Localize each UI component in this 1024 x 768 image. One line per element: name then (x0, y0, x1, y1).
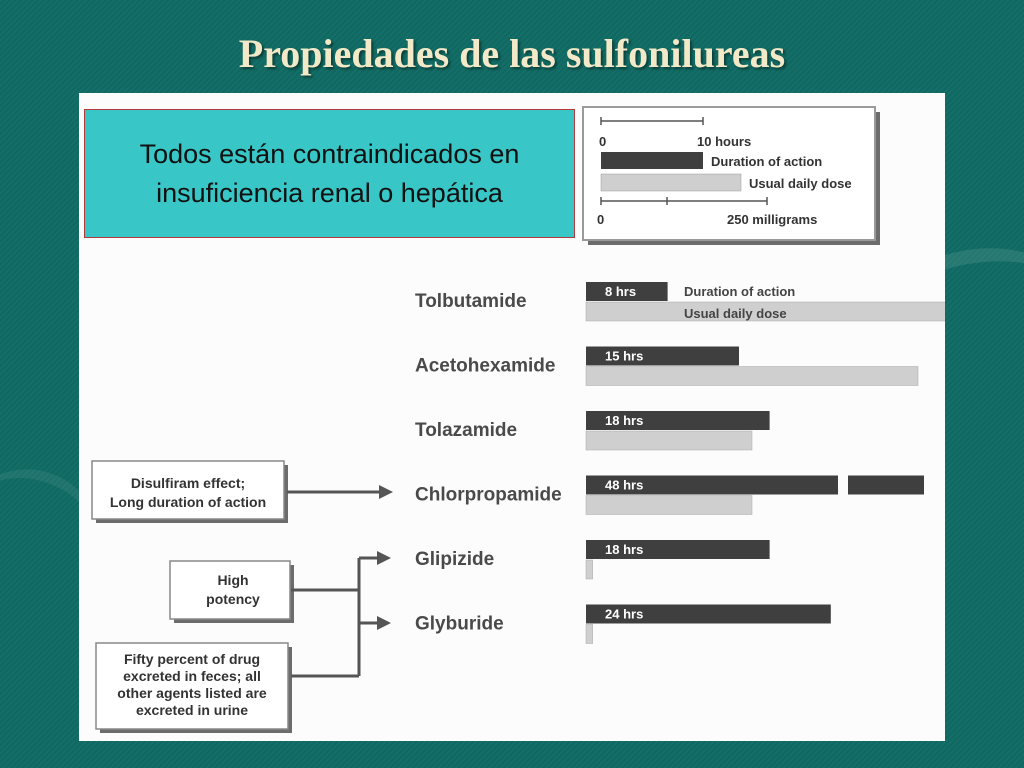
duration-label-tolbutamide: 8 hrs (605, 284, 637, 299)
slide-title: Propiedades de las sulfonilureas (238, 31, 786, 76)
hours-scale-end-label: 10 hours (697, 134, 752, 149)
dose-bar-chlorpropamide (586, 496, 752, 515)
callout-feces (96, 643, 292, 733)
drug-label-tolazamide: Tolazamide (415, 420, 518, 441)
arrow-disulfiram-head (379, 485, 393, 499)
bars-group (586, 282, 945, 644)
callout-feces-line-1: Fifty percent of drug (123, 651, 261, 667)
callout-disulfiram-line-1: Disulfiram effect; (130, 475, 246, 491)
callout-potency (170, 561, 294, 623)
contraindication-note: Todos están contraindicados en insuficiencia renal o hepática (84, 109, 575, 238)
hours-scale-start-label: 0 (599, 134, 607, 149)
figure-panel (79, 93, 945, 741)
legend-dose-swatch (601, 174, 741, 191)
drug-label-tolbutamide: Tolbutamide (415, 291, 527, 312)
mg-scale-start-label: 0 (597, 212, 605, 227)
duration-label-chlorpropamide: 48 hrs (605, 477, 644, 493)
duration-label-glyburide: 24 hrs (605, 606, 644, 622)
drug-label-acetohexamide: Acetohexamide (415, 355, 556, 377)
arrow-glyburide-head (377, 616, 391, 630)
dose-bar-glyburide (586, 625, 593, 644)
drug-label-chlorpropamide: Chlorpropamide (415, 484, 562, 506)
drug-label-glipizide: Glipizide (415, 549, 495, 570)
callout-disulfiram (92, 461, 288, 523)
sulfonylurea-chart (79, 93, 945, 741)
callout-potency-line-2: potency (206, 591, 260, 607)
legend-dose-label: Usual daily dose (749, 176, 852, 191)
callout-feces-line-3: other agents listed are (117, 685, 267, 701)
mg-scale-end-label: 250 milligrams (727, 212, 818, 227)
annotation-dose: Usual daily dose (684, 306, 787, 321)
drug-name-labels (415, 291, 562, 635)
callout-feces-line-4: excreted in urine (135, 702, 249, 718)
callout-potency-box (170, 561, 290, 619)
drug-label-glyburide: Glyburide (415, 613, 504, 635)
duration-label-glipizide: 18 hrs (605, 542, 644, 557)
callout-feces-line-2: excreted in feces; all (123, 668, 261, 684)
dose-bar-tolazamide (586, 431, 752, 450)
scale-legend (583, 107, 880, 245)
callout-potency-line-1: High (217, 572, 249, 588)
legend-duration-swatch (601, 152, 703, 169)
duration-label-tolazamide: 18 hrs (605, 413, 644, 428)
connector-arrows (291, 551, 391, 676)
legend-duration-label: Duration of action (711, 154, 823, 169)
duration-label-acetohexamide: 15 hrs (605, 348, 644, 364)
dose-bar-glipizide (586, 560, 593, 579)
dose-bar-acetohexamide (586, 367, 918, 386)
annotation-duration: Duration of action (684, 284, 796, 299)
arrow-glipizide-head (377, 551, 391, 565)
duration-bar-chlorpropamide-continued (848, 476, 924, 495)
callout-disulfiram-line-2: Long duration of action (109, 494, 267, 510)
